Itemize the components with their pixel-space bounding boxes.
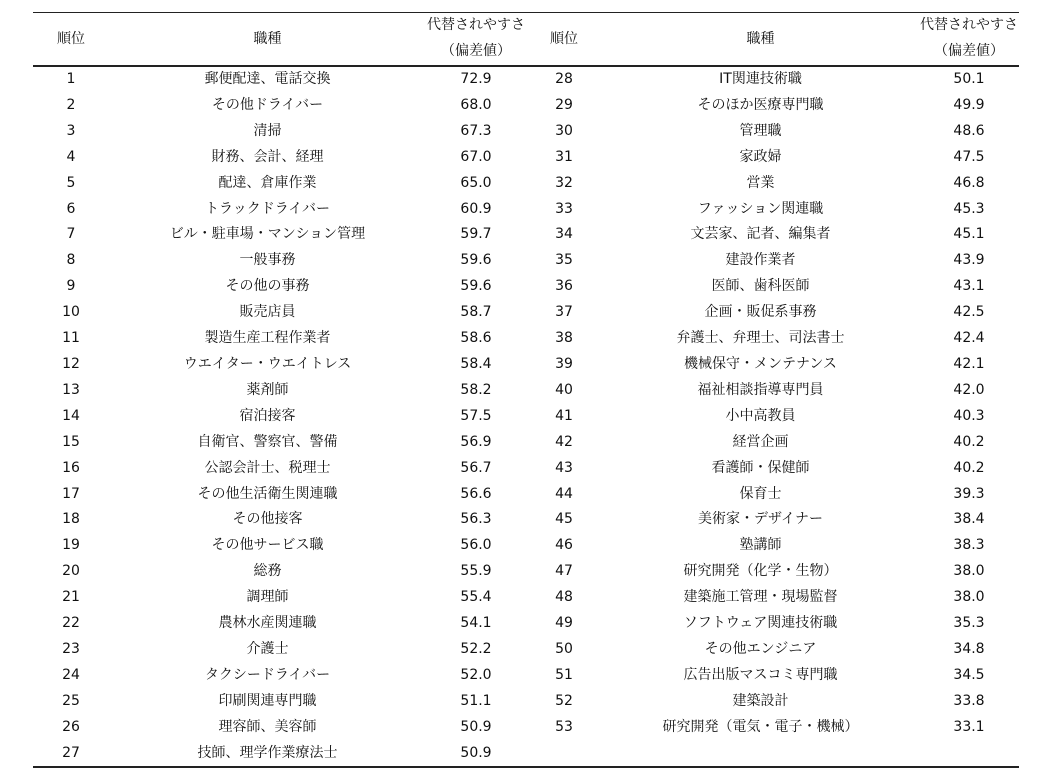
left-rank-cell: 16 xyxy=(62,459,80,476)
left-value-cell: 55.4 xyxy=(460,589,492,606)
right-job-cell: 美術家・デザイナー xyxy=(697,511,824,528)
left-job-cell: トラックドライバー xyxy=(204,200,331,217)
right-job-cell: 企画・販促系事務 xyxy=(704,304,817,321)
right-value-cell: 34.8 xyxy=(953,640,985,657)
right-value-cell: 49.9 xyxy=(953,96,985,113)
right-value-cell: 40.3 xyxy=(953,407,985,424)
left-value-cell: 55.9 xyxy=(460,563,492,580)
right-value-cell: 42.0 xyxy=(953,381,985,398)
left-job-cell: 一般事務 xyxy=(239,252,296,269)
left-value-cell: 59.6 xyxy=(460,278,492,295)
right-value-cell: 45.1 xyxy=(953,226,985,243)
left-job-cell: その他接客 xyxy=(232,511,303,528)
right-rank-cell xyxy=(526,741,602,768)
left-job-cell: タクシードライバー xyxy=(204,666,331,683)
right-job-cell: 医師、歯科医師 xyxy=(711,278,810,295)
right-value-cell: 40.2 xyxy=(953,459,985,476)
left-rank-cell: 26 xyxy=(62,718,80,735)
left-job-cell: 調理師 xyxy=(246,589,289,606)
rank-header-left: 順位 xyxy=(33,13,109,67)
right-rank-cell: 35 xyxy=(555,252,573,269)
table-row xyxy=(33,715,1019,741)
left-value-cell: 52.2 xyxy=(460,640,492,657)
left-rank-cell: 10 xyxy=(62,304,80,321)
left-value-cell: 56.6 xyxy=(460,485,492,502)
right-rank-cell: 28 xyxy=(555,71,573,87)
value-header-left-line2: （偏差値） xyxy=(426,35,526,66)
table-row xyxy=(33,663,1019,689)
table-row xyxy=(33,611,1019,637)
right-rank-cell: 47 xyxy=(555,563,573,580)
right-rank-cell: 30 xyxy=(555,122,573,139)
right-value-cell: 39.3 xyxy=(953,485,985,502)
left-rank-cell: 15 xyxy=(62,433,80,450)
table-row xyxy=(33,197,1019,223)
left-rank-cell: 13 xyxy=(62,381,80,398)
job-replaceability-table xyxy=(33,12,1019,768)
table-row xyxy=(33,456,1019,482)
right-value-cell: 50.1 xyxy=(953,71,985,87)
right-rank-cell: 34 xyxy=(555,226,573,243)
table-row xyxy=(33,378,1019,404)
right-job-cell: 建設作業者 xyxy=(725,252,796,269)
left-rank-cell: 25 xyxy=(62,692,80,709)
right-rank-cell: 52 xyxy=(555,692,573,709)
right-job-cell: 保育士 xyxy=(739,485,782,502)
left-job-cell: 販売店員 xyxy=(239,304,296,321)
right-job-cell: IT関連技術職 xyxy=(719,71,802,87)
right-job-cell: 研究開発（化学・生物） xyxy=(683,563,838,580)
left-value-cell: 56.3 xyxy=(460,511,492,528)
table-row xyxy=(33,171,1019,197)
right-rank-cell: 38 xyxy=(555,330,573,347)
left-job-cell: 自衛官、警察官、警備 xyxy=(197,433,338,450)
left-value-cell: 58.2 xyxy=(460,381,492,398)
left-job-cell: 財務、会計、経理 xyxy=(211,148,324,165)
left-value-cell: 58.7 xyxy=(460,304,492,321)
right-job-cell: 福祉相談指導専門員 xyxy=(697,381,824,398)
left-job-cell: 技師、理学作業療法士 xyxy=(109,741,426,768)
left-value-cell: 56.7 xyxy=(460,459,492,476)
table-row xyxy=(33,145,1019,171)
job-header-right: 職種 xyxy=(602,13,919,67)
right-value-cell: 34.5 xyxy=(953,666,985,683)
left-rank-cell: 24 xyxy=(62,666,80,683)
value-header-right-line2: （偏差値） xyxy=(919,35,1019,66)
left-value-cell: 67.3 xyxy=(460,122,492,139)
right-rank-cell: 31 xyxy=(555,148,573,165)
right-job-cell: 文芸家、記者、編集者 xyxy=(690,226,831,243)
table-row xyxy=(33,93,1019,119)
right-rank-cell: 41 xyxy=(555,407,573,424)
table-row xyxy=(33,326,1019,352)
right-job-cell: 研究開発（電気・電子・機械） xyxy=(662,718,859,735)
left-value-cell: 57.5 xyxy=(460,407,492,424)
left-rank-cell: 22 xyxy=(62,615,80,632)
right-rank-cell: 44 xyxy=(555,485,573,502)
right-rank-cell: 50 xyxy=(555,640,573,657)
left-rank-cell: 27 xyxy=(33,741,109,768)
right-rank-cell: 45 xyxy=(555,511,573,528)
left-job-cell: 配達、倉庫作業 xyxy=(218,174,317,191)
left-value-cell: 72.9 xyxy=(460,71,492,87)
table-row xyxy=(33,559,1019,585)
right-job-cell: 建築施工管理・現場監督 xyxy=(683,589,838,606)
left-rank-cell: 3 xyxy=(66,122,76,139)
table-row xyxy=(33,66,1019,93)
value-header-right-line1: 代替されやすさ xyxy=(919,13,1019,36)
value-header-left-line1: 代替されやすさ xyxy=(426,13,526,36)
right-rank-cell: 36 xyxy=(555,278,573,295)
left-job-cell: 理容師、美容師 xyxy=(218,718,317,735)
right-job-cell: 営業 xyxy=(746,174,775,191)
right-job-cell: ファッション関連職 xyxy=(697,200,824,217)
left-rank-cell: 11 xyxy=(62,330,80,347)
left-value-cell: 50.9 xyxy=(426,741,526,768)
left-rank-cell: 20 xyxy=(62,563,80,580)
left-job-cell: 印刷関連専門職 xyxy=(218,692,317,709)
table-header xyxy=(33,13,1019,67)
right-job-cell: 家政婦 xyxy=(739,148,782,165)
right-job-cell: 管理職 xyxy=(739,122,782,139)
left-value-cell: 60.9 xyxy=(460,200,492,217)
left-rank-cell: 7 xyxy=(66,226,76,243)
right-rank-cell: 46 xyxy=(555,537,573,554)
left-rank-cell: 4 xyxy=(66,148,76,165)
left-rank-cell: 2 xyxy=(66,96,76,113)
right-job-cell: 機械保守・メンテナンス xyxy=(684,355,837,372)
right-job-cell: 塾講師 xyxy=(739,537,782,554)
right-rank-cell: 39 xyxy=(555,355,573,372)
table-row xyxy=(33,248,1019,274)
right-job-cell: 広告出版マスコミ専門職 xyxy=(683,666,838,683)
left-rank-cell: 8 xyxy=(66,252,76,269)
left-job-cell: 郵便配達、電話交換 xyxy=(204,71,331,87)
right-rank-cell: 32 xyxy=(555,174,573,191)
right-value-cell: 42.1 xyxy=(953,355,985,372)
table-row xyxy=(33,352,1019,378)
right-value-cell: 38.0 xyxy=(953,589,985,606)
right-value-cell: 48.6 xyxy=(953,122,985,139)
right-job-cell: そのほか医療専門職 xyxy=(697,96,824,113)
left-job-cell: 公認会計士、税理士 xyxy=(204,459,331,476)
table-row xyxy=(33,533,1019,559)
right-value-cell: 45.3 xyxy=(953,200,985,217)
table-row xyxy=(33,222,1019,248)
right-rank-cell: 53 xyxy=(555,718,573,735)
left-rank-cell: 19 xyxy=(62,537,80,554)
left-value-cell: 56.9 xyxy=(460,433,492,450)
right-value-cell: 46.8 xyxy=(953,174,985,191)
right-value-cell: 40.2 xyxy=(953,433,985,450)
left-job-cell: その他サービス職 xyxy=(211,537,324,554)
table-row xyxy=(33,741,1019,768)
right-job-cell: 建築設計 xyxy=(732,692,789,709)
right-rank-cell: 51 xyxy=(555,666,573,683)
right-value-cell: 43.9 xyxy=(953,252,985,269)
table-row xyxy=(33,585,1019,611)
left-job-cell: 清掃 xyxy=(253,122,282,139)
left-value-cell: 51.1 xyxy=(460,692,492,709)
right-value-cell xyxy=(919,741,1019,768)
rank-header-right: 順位 xyxy=(526,13,602,67)
left-value-cell: 59.7 xyxy=(460,226,492,243)
right-rank-cell: 40 xyxy=(555,381,573,398)
table-row xyxy=(33,430,1019,456)
left-job-cell: 介護士 xyxy=(246,640,289,657)
left-rank-cell: 1 xyxy=(66,71,76,87)
left-rank-cell: 5 xyxy=(66,174,76,191)
right-rank-cell: 43 xyxy=(555,459,573,476)
left-value-cell: 67.0 xyxy=(460,148,492,165)
right-value-cell: 35.3 xyxy=(953,615,985,632)
left-rank-cell: 6 xyxy=(66,200,76,217)
left-value-cell: 68.0 xyxy=(460,96,492,113)
right-value-cell: 33.1 xyxy=(953,718,985,735)
right-value-cell: 33.8 xyxy=(953,692,985,709)
table-row xyxy=(33,404,1019,430)
table-row xyxy=(33,637,1019,663)
right-value-cell: 47.5 xyxy=(953,148,985,165)
left-rank-cell: 18 xyxy=(62,511,80,528)
right-value-cell: 42.4 xyxy=(953,330,985,347)
left-value-cell: 54.1 xyxy=(460,615,492,632)
left-value-cell: 65.0 xyxy=(460,174,492,191)
right-rank-cell: 42 xyxy=(555,433,573,450)
left-value-cell: 58.6 xyxy=(460,330,492,347)
left-job-cell: ビル・駐車場・マンション管理 xyxy=(169,226,366,243)
left-job-cell: 薬剤師 xyxy=(246,381,289,398)
table-row xyxy=(33,300,1019,326)
ranking-table-container xyxy=(33,12,1019,768)
right-job-cell xyxy=(602,741,919,768)
left-job-cell: 農林水産関連職 xyxy=(218,615,317,632)
right-value-cell: 38.0 xyxy=(953,563,985,580)
table-row xyxy=(33,689,1019,715)
left-value-cell: 58.4 xyxy=(460,355,492,372)
left-rank-cell: 12 xyxy=(62,355,80,372)
job-header-left: 職種 xyxy=(109,13,426,67)
right-rank-cell: 49 xyxy=(555,615,573,632)
right-job-cell: 看護師・保健師 xyxy=(711,459,810,476)
left-rank-cell: 21 xyxy=(62,589,80,606)
left-value-cell: 52.0 xyxy=(460,666,492,683)
left-rank-cell: 17 xyxy=(62,485,80,502)
right-rank-cell: 37 xyxy=(555,304,573,321)
right-value-cell: 43.1 xyxy=(953,278,985,295)
left-job-cell: その他の事務 xyxy=(225,278,310,295)
left-value-cell: 59.6 xyxy=(460,252,492,269)
left-rank-cell: 9 xyxy=(66,278,76,295)
right-job-cell: その他エンジニア xyxy=(704,640,817,657)
right-rank-cell: 29 xyxy=(555,96,573,113)
left-rank-cell: 14 xyxy=(62,407,80,424)
table-row xyxy=(33,274,1019,300)
right-value-cell: 38.3 xyxy=(953,537,985,554)
right-job-cell: 小中高教員 xyxy=(725,407,796,424)
right-rank-cell: 33 xyxy=(555,200,573,217)
right-job-cell: 経営企画 xyxy=(732,433,789,450)
right-value-cell: 38.4 xyxy=(953,511,985,528)
left-job-cell: その他生活衛生関連職 xyxy=(197,485,338,502)
right-value-cell: 42.5 xyxy=(953,304,985,321)
left-job-cell: 宿泊接客 xyxy=(239,407,296,424)
table-row xyxy=(33,482,1019,508)
table-row xyxy=(33,119,1019,145)
table-row xyxy=(33,507,1019,533)
left-job-cell: その他ドライバー xyxy=(211,96,324,113)
left-value-cell: 50.9 xyxy=(460,718,492,735)
left-job-cell: 製造生産工程作業者 xyxy=(204,330,331,347)
left-job-cell: 総務 xyxy=(253,563,282,580)
right-job-cell: 弁護士、弁理士、司法書士 xyxy=(676,330,845,347)
right-rank-cell: 48 xyxy=(555,589,573,606)
table-body xyxy=(33,66,1019,767)
left-rank-cell: 23 xyxy=(62,640,80,657)
right-job-cell: ソフトウェア関連技術職 xyxy=(683,615,838,632)
left-value-cell: 56.0 xyxy=(460,537,492,554)
left-job-cell: ウエイター・ウエイトレス xyxy=(183,355,352,372)
